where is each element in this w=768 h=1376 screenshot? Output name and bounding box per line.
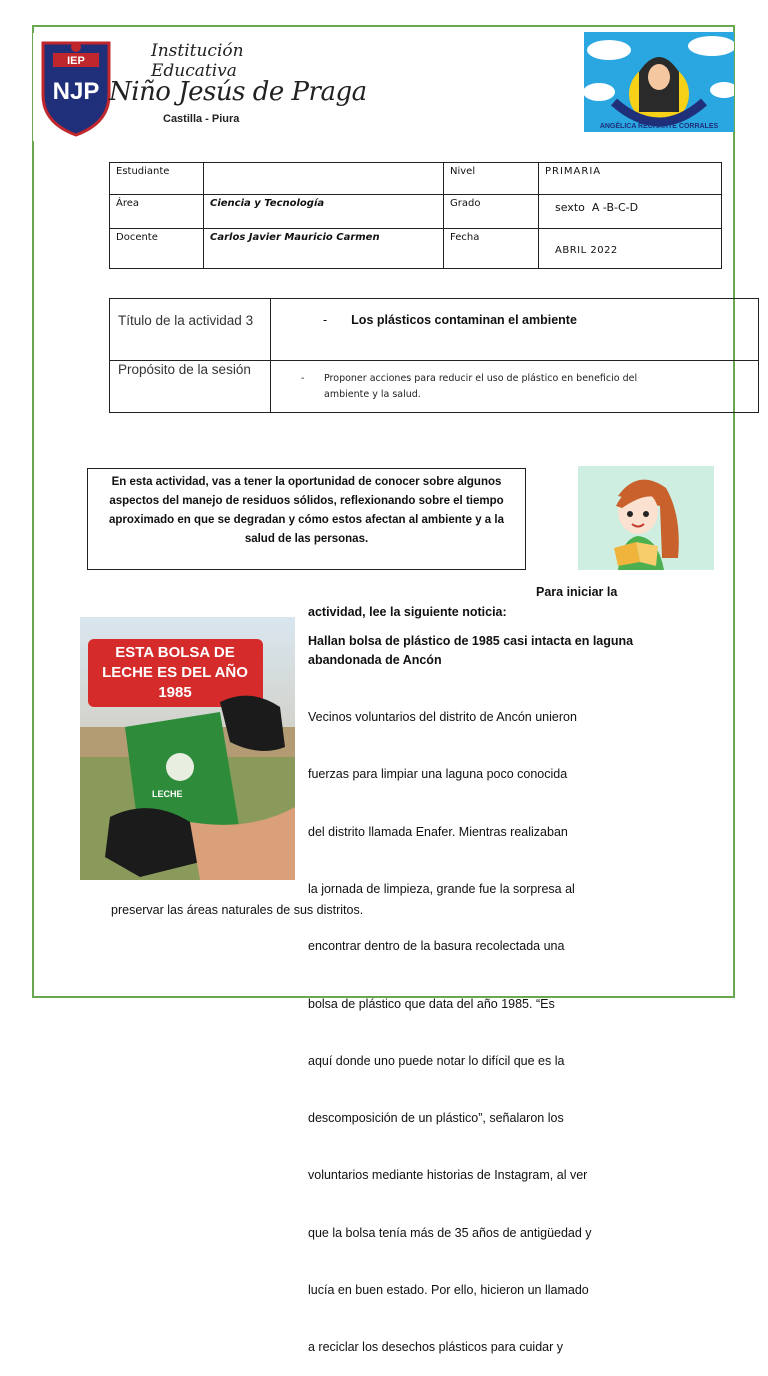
titulo-label: Título de la actividad 3	[110, 299, 271, 361]
svg-text:1985: 1985	[158, 684, 192, 701]
plastic-bag-news-photo	[80, 617, 295, 880]
intro-line-1: En esta actividad, vas a tener la oportunidad de conocer sobre algunos	[111, 476, 502, 488]
school-location: Castilla - Piura	[163, 113, 240, 125]
reading-intro-1: Para iniciar la	[536, 585, 618, 599]
intro-line-3: aproximado en que se degradan y cómo estos afectan al ambiente y a la	[109, 514, 504, 526]
titulo-dash: -	[323, 313, 328, 327]
news-last-line: preservar las áreas naturales de sus distritos.	[111, 903, 364, 917]
docente-value: Carlos Javier Mauricio Carmen	[204, 229, 444, 269]
titulo-cell	[271, 299, 759, 361]
student-info-table	[109, 162, 722, 269]
fecha-label: Fecha	[444, 229, 539, 269]
grado-label: Grado	[444, 195, 539, 229]
news-line: aquí donde uno puede notar lo difícil que es la	[308, 1053, 565, 1068]
news-line: que la bolsa tenía más de 35 años de antigüedad y	[308, 1225, 592, 1240]
news-line: del distrito llamada Enafer. Mientras realizaban	[308, 824, 568, 839]
news-line: la jornada de limpieza, grande fue la sorpresa al	[308, 882, 575, 897]
svg-text:ESTA BOLSA DE: ESTA BOLSA DE	[115, 644, 235, 661]
girl-reading-illustration	[578, 466, 714, 570]
svg-text:ANGÉLICA RECHARTE CORRALES: ANGÉLICA RECHARTE CORRALES	[599, 123, 719, 130]
news-line: fuerzas para limpiar una laguna poco conocida	[308, 767, 568, 782]
nivel-value: PRIMARIA	[539, 163, 722, 195]
school-name: Niño Jesús de Praga	[109, 77, 367, 107]
activity-table	[109, 298, 759, 413]
news-body	[308, 670, 592, 1376]
svg-text:IEP: IEP	[67, 55, 85, 67]
area-label: Área	[110, 195, 204, 229]
nivel-label: Nivel	[444, 163, 539, 195]
svg-text:LECHE: LECHE	[152, 789, 183, 799]
grado-value: sexto A -B-C-D	[539, 195, 722, 229]
estudiante-value[interactable]	[204, 163, 444, 195]
news-line: encontrar dentro de la basura recolectada una	[308, 939, 565, 954]
news-line: voluntarios mediante historias de Instagram, al ver	[308, 1168, 588, 1183]
news-line: Vecinos voluntarios del distrito de Ancón unieron	[308, 710, 577, 725]
school-shield-icon	[39, 37, 113, 137]
docente-label: Docente	[110, 229, 204, 269]
founder-logo	[584, 32, 734, 132]
proposito-line-2: ambiente y la salud.	[324, 389, 421, 400]
area-value: Ciencia y Tecnología	[204, 195, 444, 229]
news-line: lucía en buen estado. Por ello, hicieron un llamado	[308, 1283, 589, 1297]
intro-line-4: salud de las personas.	[244, 533, 369, 545]
proposito-line-1: Proponer acciones para reducir el uso de plástico en beneficio del	[324, 373, 638, 384]
fecha-value: ABRIL 2022	[539, 229, 722, 269]
proposito-dash: -	[301, 373, 305, 384]
reading-intro-2: actividad, lee la siguiente noticia:	[308, 605, 507, 619]
proposito-label: Propósito de la sesión	[110, 361, 271, 413]
news-line: descomposición de un plástico”, señalaron los	[308, 1111, 564, 1126]
school-line-1: Institución Educativa	[151, 41, 244, 81]
titulo-value: Los plásticos contaminan el ambiente	[351, 313, 577, 327]
news-title	[308, 632, 688, 670]
news-line: bolsa de plástico que data del año 1985. “Es	[308, 996, 555, 1011]
school-logo	[33, 33, 367, 141]
intro-line-2: aspectos del manejo de residuos sólidos, reflexionando sobre el tiempo	[109, 495, 504, 507]
estudiante-label: Estudiante	[110, 163, 204, 195]
news-line: a reciclar los desechos plásticos para cuidar y	[308, 1340, 563, 1355]
svg-text:LECHE ES DEL AÑO: LECHE ES DEL AÑO	[102, 664, 248, 681]
proposito-cell	[271, 361, 759, 413]
svg-text:NJP: NJP	[52, 78, 100, 105]
news-title-line-2: abandonada de Ancón	[308, 653, 442, 667]
intro-box	[87, 468, 526, 570]
news-title-line-1: Hallan bolsa de plástico de 1985 casi intacta en laguna	[308, 634, 634, 648]
